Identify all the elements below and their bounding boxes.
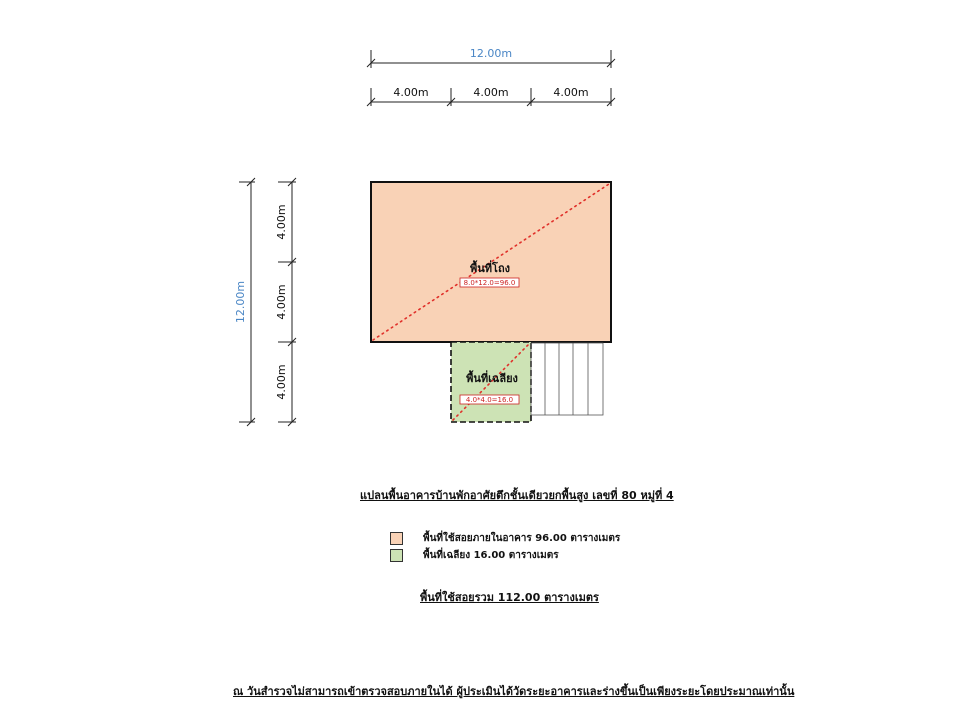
legend-text-porch: พื้นที่เฉลียง 16.00 ตารางเมตร <box>423 550 559 561</box>
legend-item-porch <box>390 548 559 563</box>
top-segment-1-label: 4.00m <box>393 86 429 99</box>
porch-area <box>451 342 531 422</box>
left-segment-1-label: 4.00m <box>275 204 288 240</box>
top-segment-2-label: 4.00m <box>473 86 509 99</box>
legend-item-interior <box>390 531 620 546</box>
interior-area-formula: 8.0*12.0=96.0 <box>463 279 516 287</box>
left-segment-3-label: 4.00m <box>275 364 288 400</box>
plan-title: แปลนพื้นอาคารบ้านพักอาศัยตึกชั้นเดียวยกพื้นสูง เลขที่ 80 หมู่ที่ 4 <box>360 489 674 502</box>
left-segment-2-label: 4.00m <box>275 284 288 320</box>
top-segment-3-label: 4.00m <box>553 86 589 99</box>
top-overall-dimension-label: 12.00m <box>469 47 513 60</box>
total-area: พื้นที่ใช้สอยรวม 112.00 ตารางเมตร <box>420 591 599 604</box>
left-overall-dimension-label: 12.00m <box>234 280 247 324</box>
footnote: ณ วันสำรวจไม่สามารถเข้าตรวจสอบภายในได้ ผู้ประเมินได้วัดระยะอาคารและร่างขึ้นเป็นเพียงระยะโดยประมาณเท่านั้น <box>233 685 795 698</box>
interior-area-label: พื้นที่โถง <box>470 262 510 275</box>
porch-area-label: พื้นที่เฉลียง <box>466 372 518 385</box>
porch-area-formula: 4.0*4.0=16.0 <box>465 396 514 404</box>
legend-swatch-interior <box>390 532 403 545</box>
legend-swatch-porch <box>390 549 403 562</box>
left-overall-dimension <box>234 178 255 426</box>
stairs <box>531 343 603 415</box>
interior-area <box>371 182 611 342</box>
legend-text-interior: พื้นที่ใช้สอยภายในอาคาร 96.00 ตารางเมตร <box>423 533 621 544</box>
left-segment-dimensions <box>275 178 296 426</box>
top-segment-dimensions <box>367 86 615 106</box>
top-overall-dimension <box>367 47 615 68</box>
